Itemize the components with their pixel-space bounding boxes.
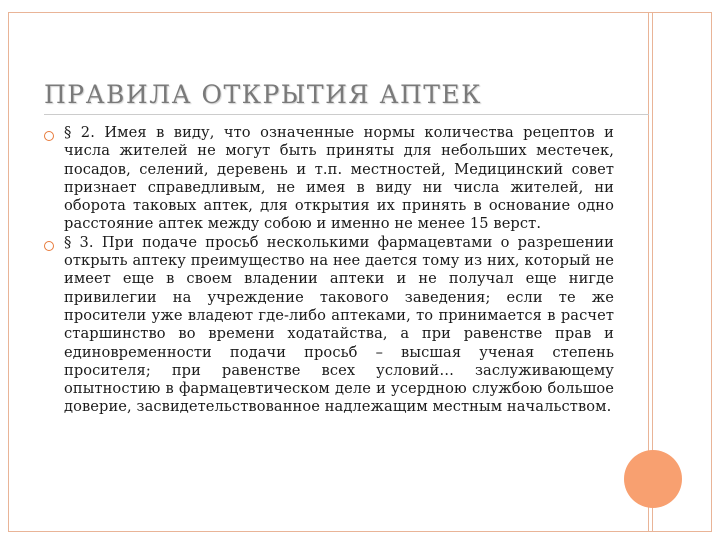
ring-bullet-icon <box>44 131 54 141</box>
bullet-list <box>44 124 614 417</box>
bullet-item-1 <box>44 124 614 234</box>
bullet-text: § 2. Имея в виду, что означенные нормы количества рецептов и числа жителей не могут быть приняты для небольших местечек, посадов, селений, деревень и т.п. местностей, Медицинский совет признает справедливым, не имея в виду ни числа жителей, ни оборота таковых аптек, для открытия их принять в основание одно расстояние аптек между собою и именно не менее 15 верст. <box>64 124 614 233</box>
decorative-circle <box>624 450 682 508</box>
bullet-text: § 3. При подаче просьб несколькими фармацевтами о разрешении открыть аптеку преимущество на нее дается тому из них, который не имеет еще в своем владении аптеки и не получал еще нигде привилегии на учреждение такового заведения; если те же просители уже владеют где-либо аптеками, то принимается в расчет старшинство во времени ходатайства, а при равенстве прав и единовременности подачи просьб – высшая ученая степень просителя; при равенстве всех условий… заслуживающему опытностию в фармацевтическом деле и усердною службою большое доверие, засвидетельствованное надлежащим местным начальством. <box>64 233 614 416</box>
page-title: ПРАВИЛА ОТКРЫТИЯ АПТЕК <box>44 80 483 109</box>
ring-bullet-icon <box>44 241 54 251</box>
title-divider <box>44 114 649 115</box>
bullet-item-2 <box>44 234 614 417</box>
